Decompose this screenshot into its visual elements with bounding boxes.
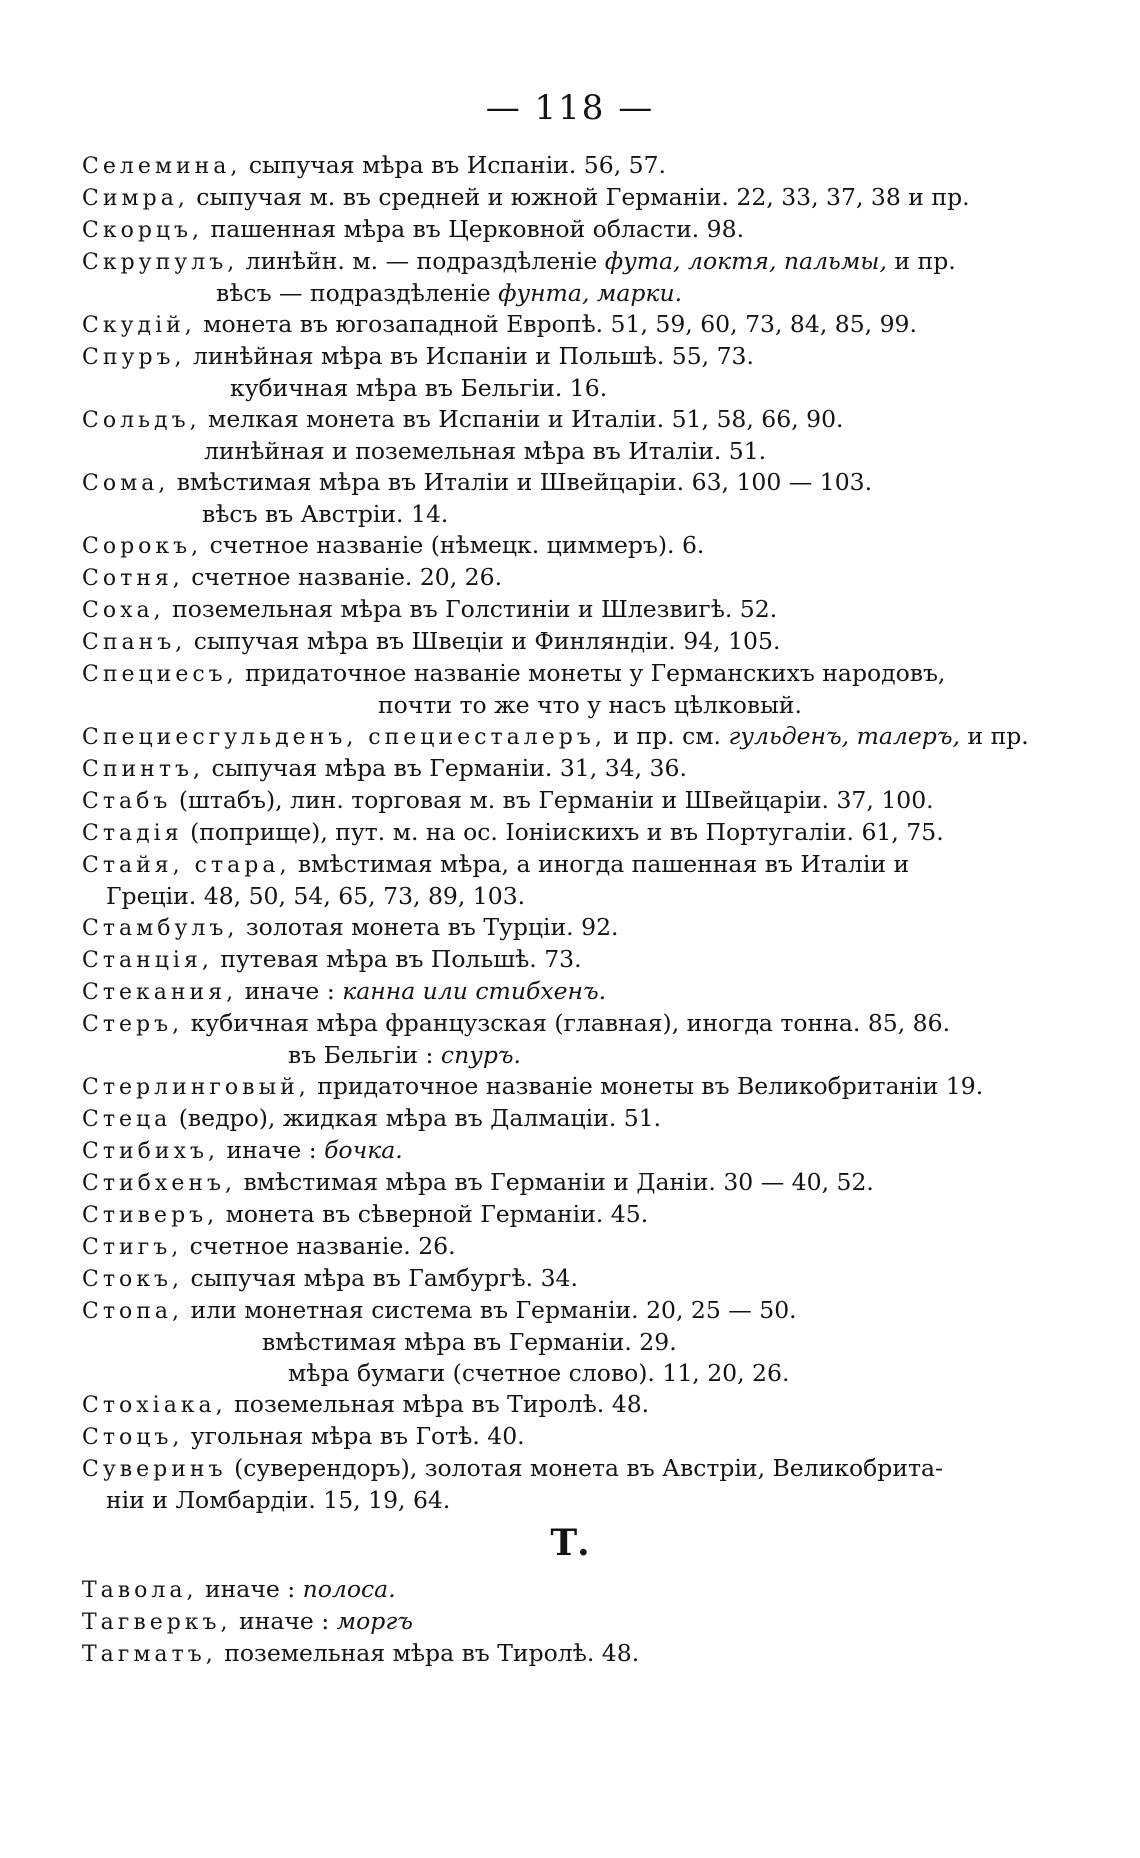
entry-definition: поземельная мѣра въ Тиролѣ. 48. (216, 1639, 640, 1667)
dictionary-entry (82, 182, 1067, 214)
entry-definition: придаточное названіе монеты въ Великобританіи 19. (309, 1072, 984, 1100)
entry-headword: Специесгульденъ, специесталеръ, (82, 725, 606, 750)
continuation-text: линѣйная и поземельная мѣра въ Италіи. 51. (204, 437, 767, 465)
continuation-text: мѣра бумаги (счетное слово). 11, 20, 26. (288, 1359, 790, 1387)
entry-definition: счетное названіе. 20, 26. (183, 563, 503, 591)
dictionary-entry (82, 1453, 1067, 1516)
entry-continuation (82, 499, 1067, 530)
dictionary-entry (82, 849, 1067, 912)
entry-definition: линѣйная мѣра въ Испаніи и Польшѣ. 55, 73. (185, 342, 754, 370)
entry-definition: иначе : (197, 1575, 303, 1603)
entry-reference: гульденъ, талеръ, (728, 722, 960, 750)
entry-definition: или монетная система въ Германіи. 20, 25 — 50. (183, 1296, 797, 1324)
dictionary-entry (82, 817, 1067, 849)
continuation-text: въ Бельгіи : (288, 1041, 441, 1069)
dictionary-entry (82, 1606, 1067, 1638)
dictionary-entry (82, 1167, 1067, 1199)
dictionary-entry (82, 246, 1067, 309)
dictionary-entry (82, 150, 1067, 182)
entry-headword: Селемина, (82, 154, 242, 179)
entry-continuation (82, 1358, 1067, 1389)
entry-headword: Спанъ, (82, 630, 187, 655)
entry-definition: поземельная мѣра въ Тиролѣ. 48. (226, 1390, 650, 1418)
entry-headword: Специесъ, (82, 662, 238, 687)
entry-headword: Сотня, (82, 566, 184, 591)
dictionary-entry (82, 753, 1067, 785)
entry-continuation (82, 881, 1067, 912)
continuation-text: вмѣстимая мѣра въ Германіи. 29. (262, 1328, 677, 1356)
entry-reference: полоса. (302, 1575, 396, 1603)
entry-definition: вмѣстимая мѣра въ Германіи и Даніи. 30 — 40, 52. (236, 1168, 874, 1196)
entry-definition: угольная мѣра въ Готѣ. 40. (183, 1422, 525, 1450)
dictionary-entry (82, 594, 1067, 626)
entry-headword: Симра, (82, 186, 189, 211)
dictionary-entries-t (82, 1574, 1067, 1670)
entry-definition: монета въ сѣверной Германіи. 45. (218, 1200, 649, 1228)
dictionary-entry (82, 1574, 1067, 1606)
entry-continuation (82, 1040, 1067, 1071)
continuation-text: ніи и Ломбардіи. 15, 19, 64. (106, 1486, 451, 1514)
entry-reference: моргъ (336, 1607, 413, 1635)
dictionary-entry (82, 404, 1067, 467)
entry-continuation (82, 1485, 1067, 1516)
entry-headword: Соха, (82, 598, 165, 623)
entry-definition: сыпучая мѣра въ Испаніи. 56, 57. (241, 151, 667, 179)
entry-headword: Стопа, (82, 1299, 184, 1324)
entry-definition: путевая мѣра въ Польшѣ. 73. (212, 945, 582, 973)
entry-definition: сыпучая м. въ средней и южной Германіи. 22, 33, 37, 38 и пр. (188, 183, 970, 211)
entry-headword: Скудій, (82, 313, 196, 338)
dictionary-entry (82, 1231, 1067, 1263)
entry-headword: Стамбулъ, (82, 916, 239, 941)
entry-reference: канна или стибхенъ. (342, 977, 607, 1005)
dictionary-entry (82, 1071, 1067, 1103)
entry-headword: Спуръ, (82, 345, 186, 370)
entry-definition: мелкая монета въ Испаніи и Италіи. 51, 58, 66, 90. (200, 405, 844, 433)
entry-definition: (суверендоръ), золотая монета въ Австріи, Великобрита- (226, 1454, 943, 1482)
entry-headword: Суверинъ (82, 1457, 227, 1482)
dictionary-entry (82, 721, 1067, 753)
dictionary-entry (82, 1421, 1067, 1453)
entry-headword: Стеца (82, 1107, 172, 1132)
dictionary-entry (82, 214, 1067, 246)
entry-definition: кубичная мѣра французская (главная), иногда тонна. 85, 86. (183, 1009, 951, 1037)
entry-definition: сыпучая мѣра въ Швеціи и Финляндіи. 94, 105. (186, 627, 781, 655)
dictionary-entry (82, 944, 1067, 976)
dictionary-entry (82, 1199, 1067, 1231)
section-letter: Т. (550, 1522, 590, 1564)
dictionary-entry (82, 467, 1067, 530)
dictionary-entry (82, 1008, 1067, 1071)
continuation-text: почти то же что у насъ цѣлковый. (378, 691, 802, 719)
entry-headword: Станція, (82, 948, 213, 973)
entry-headword: Стоцъ, (82, 1425, 184, 1450)
dictionary-entry (82, 785, 1067, 817)
dictionary-entry (82, 309, 1067, 341)
entry-definition: счетное названіе (нѣмецк. циммеръ). 6. (202, 531, 705, 559)
dictionary-entries (82, 150, 1067, 1516)
entry-headword: Стекания, (82, 980, 238, 1005)
dictionary-entry (82, 341, 1067, 404)
dictionary-entry (82, 1103, 1067, 1135)
dictionary-entry (82, 658, 1067, 721)
entry-headword: Стигъ, (82, 1235, 183, 1260)
continuation-text: вѣсъ въ Австріи. 14. (202, 500, 449, 528)
entry-definition: линѣйн. м. — подраздѣленіе (238, 247, 605, 275)
entry-tail: и пр. (886, 247, 956, 275)
entry-headword: Стибхенъ, (82, 1171, 236, 1196)
continuation-text: кубичная мѣра въ Бельгіи. 16. (230, 374, 608, 402)
entry-headword: Стохіака, (82, 1393, 227, 1418)
entry-continuation (82, 1327, 1067, 1358)
dictionary-entry (82, 1295, 1067, 1389)
entry-definition: вмѣстимая мѣра въ Италіи и Швейцаріи. 63, 100 — 103. (169, 468, 873, 496)
entry-definition: (поприще), пут. м. на ос. Іоніискихъ и въ Португаліи. 61, 75. (182, 818, 944, 846)
dictionary-entry (82, 912, 1067, 944)
entry-definition: (ведро), жидкая мѣра въ Далмаціи. 51. (171, 1104, 662, 1132)
entry-continuation (82, 436, 1067, 467)
entry-headword: Стайя, стара, (82, 853, 291, 878)
entry-continuation (82, 690, 1067, 721)
entry-definition: иначе : (231, 1607, 337, 1635)
entry-continuation (82, 373, 1067, 404)
entry-definition: и пр. см. (605, 722, 729, 750)
entry-tail: и пр. (959, 722, 1029, 750)
continuation-reference: фунта, марки. (498, 279, 683, 307)
entry-headword: Сольдъ, (82, 408, 201, 433)
continuation-text: вѣсъ — подраздѣленіе (216, 279, 499, 307)
entry-headword: Стиверъ, (82, 1203, 219, 1228)
entry-headword: Стерлинговый, (82, 1075, 310, 1100)
entry-definition: сыпучая мѣра въ Германіи. 31, 34, 36. (203, 754, 687, 782)
entry-headword: Тавола, (82, 1578, 198, 1603)
entry-definition: вмѣстимая мѣра, а иногда пашенная въ Италіи и (290, 850, 910, 878)
entry-headword: Скрупулъ, (82, 250, 239, 275)
entry-definition: (штабъ), лин. торговая м. въ Германіи и Швейцаріи. 37, 100. (171, 786, 934, 814)
entry-headword: Скорцъ, (82, 218, 204, 243)
entry-headword: Сорокъ, (82, 534, 203, 559)
dictionary-entry (82, 626, 1067, 658)
dictionary-entry (82, 530, 1067, 562)
entry-continuation (82, 278, 1067, 309)
entry-definition: иначе : (237, 977, 343, 1005)
entry-definition: золотая монета въ Турціи. 92. (238, 913, 619, 941)
entry-definition: сыпучая мѣра въ Гамбургѣ. 34. (183, 1264, 578, 1292)
entry-headword: Стибихъ, (82, 1139, 219, 1164)
entry-headword: Сома, (82, 471, 170, 496)
entry-reference: фута, локтя, пальмы, (604, 247, 887, 275)
entry-headword: Спинтъ, (82, 757, 204, 782)
entry-definition: поземельная мѣра въ Голстиніи и Шлезвигѣ. 52. (164, 595, 778, 623)
dictionary-entry (82, 1638, 1067, 1670)
entry-definition: монета въ югозападной Европѣ. 51, 59, 60, 73, 84, 85, 99. (195, 310, 917, 338)
entry-reference: бочка. (324, 1136, 403, 1164)
entry-headword: Стеръ, (82, 1012, 184, 1037)
entry-definition: счетное названіе. 26. (182, 1232, 456, 1260)
entry-headword: Тагверкъ, (82, 1610, 232, 1635)
continuation-reference: спуръ. (440, 1041, 522, 1069)
entry-headword: Стадія (82, 821, 183, 846)
continuation-text: Греціи. 48, 50, 54, 65, 73, 89, 103. (106, 882, 526, 910)
entry-definition: придаточное названіе монеты у Германскихъ народовъ, (237, 659, 946, 687)
entry-headword: Стокъ, (82, 1267, 183, 1292)
dictionary-entry (82, 1389, 1067, 1421)
entry-headword: Стабъ (82, 789, 172, 814)
page-number: — 118 — (485, 88, 655, 128)
dictionary-entry (82, 1263, 1067, 1295)
entry-headword: Тагматъ, (82, 1642, 217, 1667)
entry-definition: пашенная мѣра въ Церковной области. 98. (203, 215, 745, 243)
entry-definition: иначе : (218, 1136, 325, 1164)
dictionary-entry (82, 1135, 1067, 1167)
dictionary-entry (82, 976, 1067, 1008)
dictionary-entry (82, 562, 1067, 594)
